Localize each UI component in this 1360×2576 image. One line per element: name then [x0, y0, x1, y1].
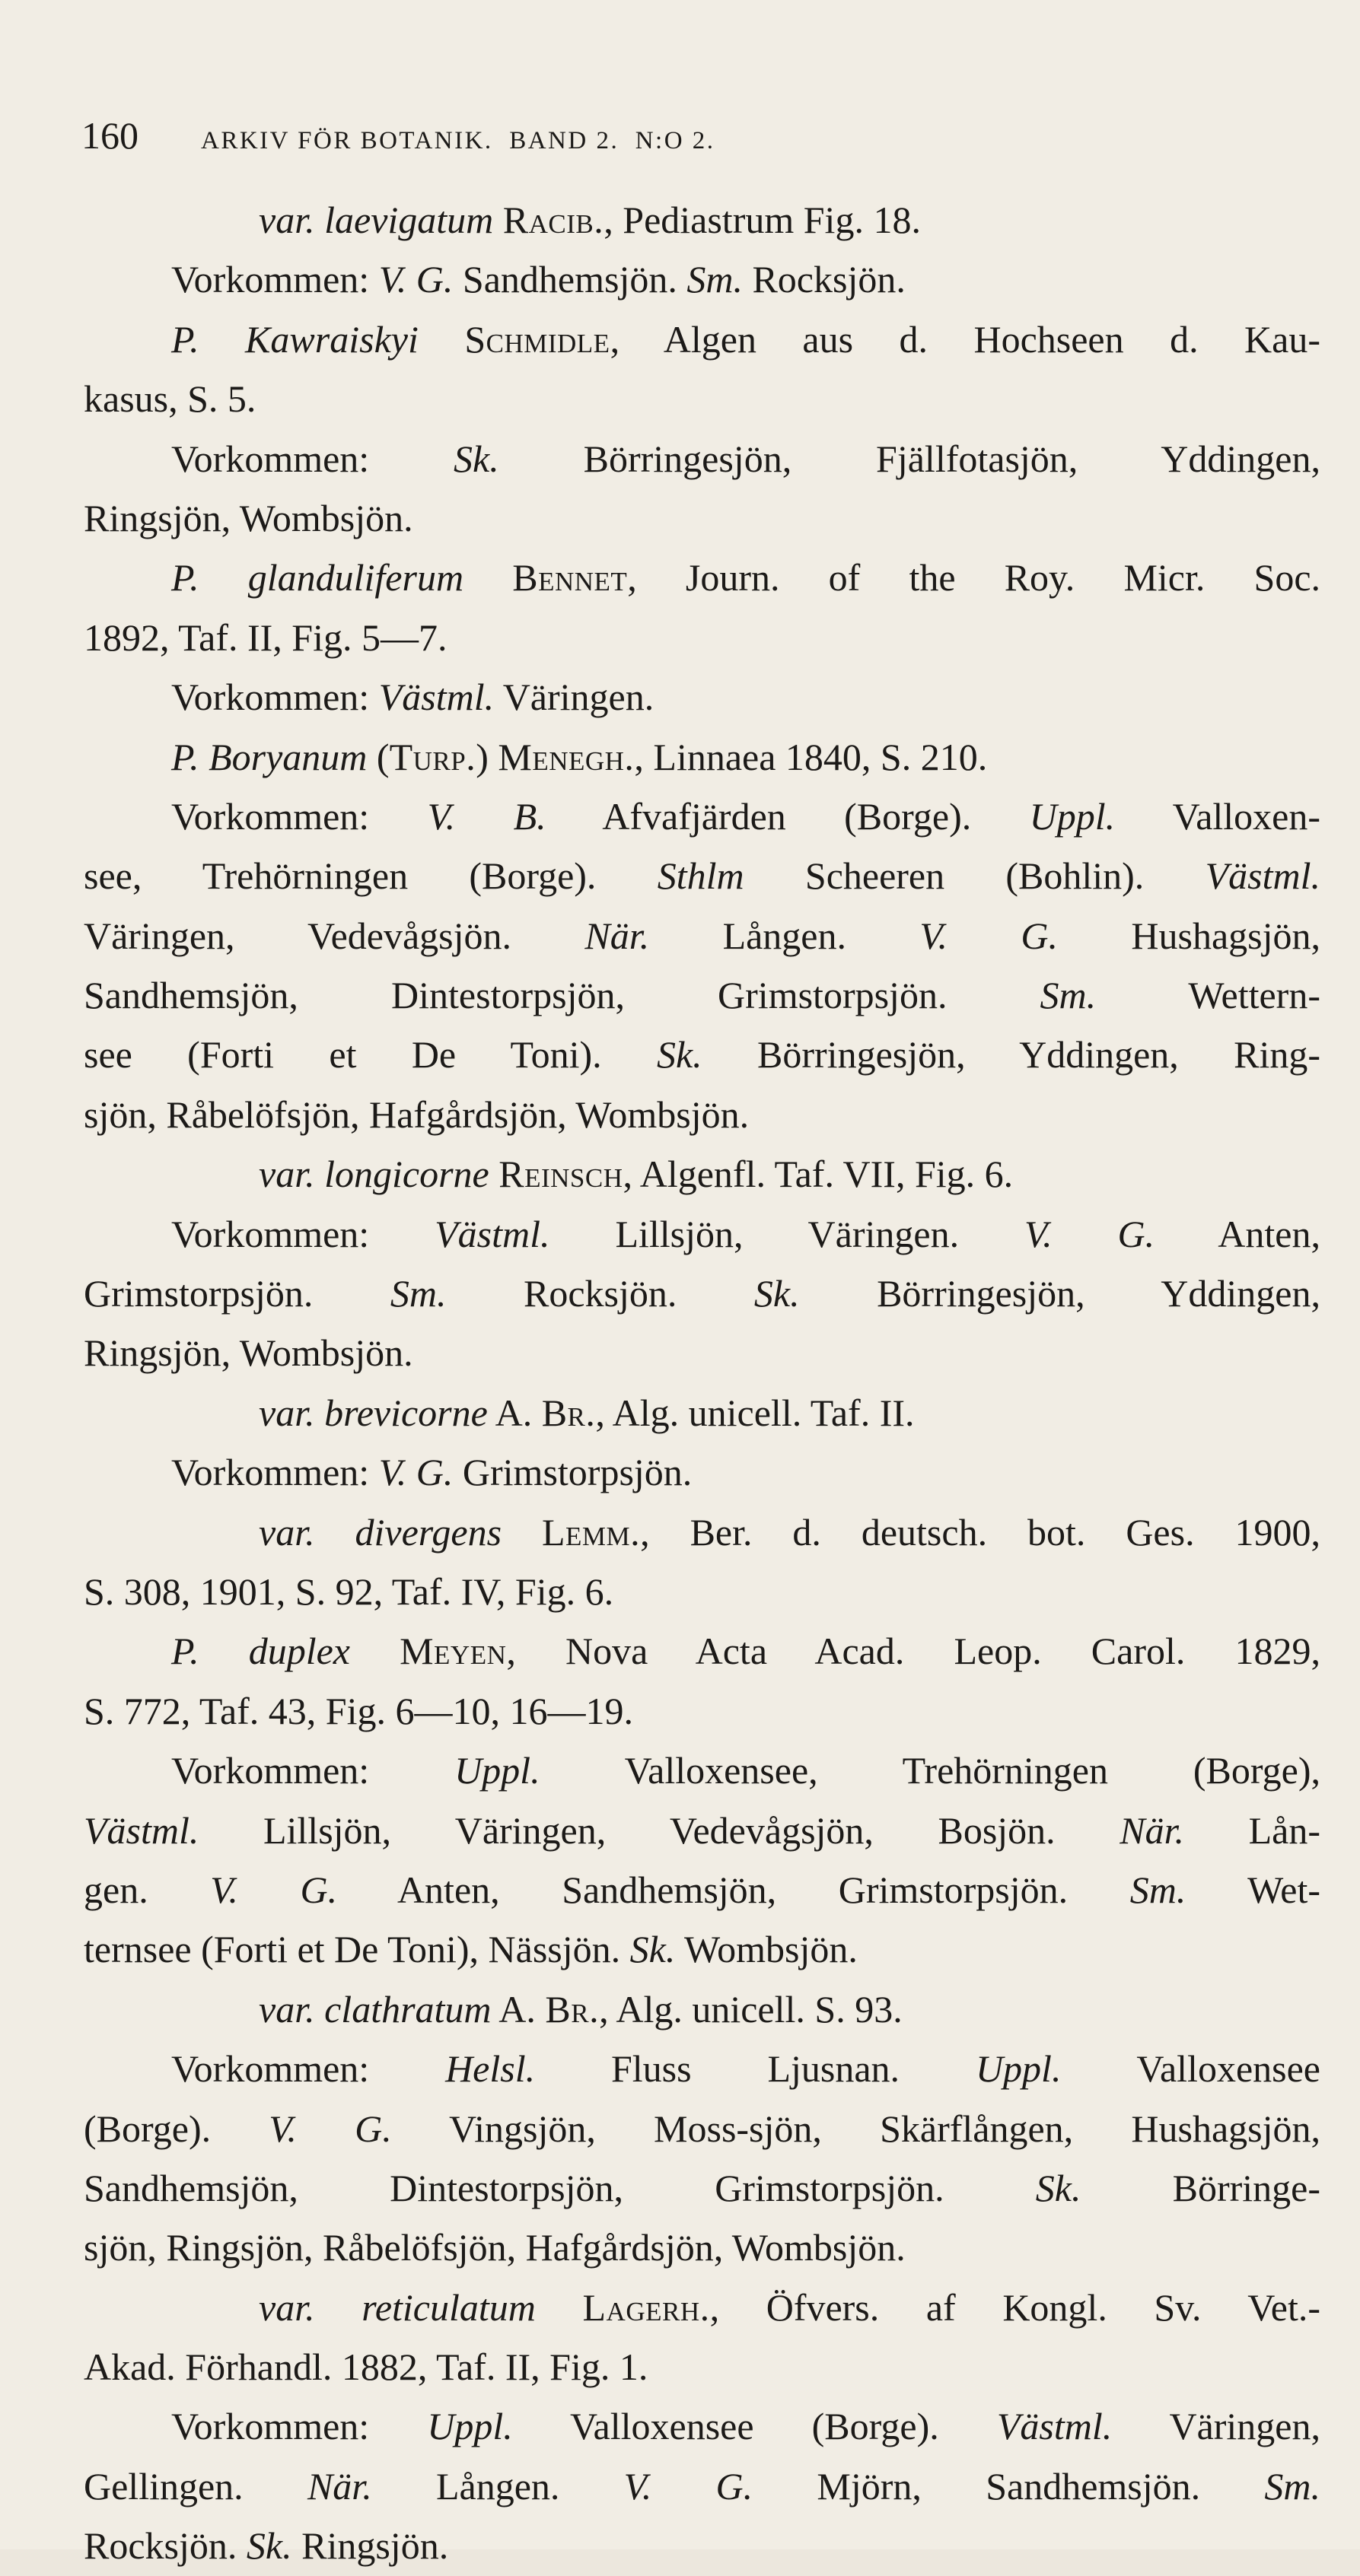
text-span: Lången. [649, 914, 920, 957]
italic-text: V. G. [378, 1451, 454, 1494]
italic-text: var. brevicorne [259, 1391, 488, 1434]
text-span: S. 308, 1901, S. 92, Taf. IV, Fig. 6. [84, 1569, 614, 1613]
text-span: Börringesjön, Yddingen, [799, 1272, 1320, 1315]
italic-text: Västml. [1205, 854, 1320, 898]
text-span: Väringen, [1112, 2405, 1320, 2448]
text-span: Scheeren (Bohlin). [744, 854, 1206, 898]
text-span: ) [476, 735, 498, 778]
text-line [84, 369, 1320, 428]
italic-text: var. longicorne [259, 1153, 489, 1196]
italic-text: När. [584, 914, 650, 957]
italic-text: V. G. [623, 2464, 753, 2508]
text-span: Ringsjön, Wombsjön. [84, 496, 413, 539]
text-line [84, 2039, 1320, 2098]
italic-text: Sk. [246, 2524, 292, 2568]
text-span: Lången. [371, 2464, 624, 2508]
italic-text: Västml. [378, 676, 495, 719]
author-name: Schmidle [464, 317, 610, 361]
text-span: Vorkommen: [171, 794, 428, 838]
text-span: Vorkommen: [171, 437, 454, 480]
text-line [84, 1085, 1320, 1144]
text-span: Sandhemsjön. [453, 258, 687, 301]
text-line [84, 965, 1320, 1025]
italic-text: Västml. [435, 1212, 550, 1255]
text-span: Lillsjön, Väringen. [549, 1212, 1024, 1255]
text-span: sjön, Ringsjön, Råbelöfsjön, Hafgårdsjön, Wombsjön. [84, 2226, 906, 2269]
text-span: ternsee (Forti et De Toni), Nässjön. [84, 1928, 630, 1971]
text-span [493, 199, 503, 241]
author-name: Br. [541, 1391, 596, 1434]
text-span [463, 556, 512, 599]
author-name: Reinsch [498, 1153, 623, 1196]
text-span: Fluss Ljusnan. [535, 2047, 976, 2091]
page-number: 160 [81, 114, 139, 157]
italic-text: Helsl. [445, 2047, 536, 2091]
text-line [84, 2099, 1320, 2158]
italic-text: Sk. [753, 1272, 800, 1315]
text-span: Valloxensee (Borge). [512, 2405, 997, 2448]
text-span: Vorkommen: [171, 258, 379, 301]
text-line [84, 2218, 1320, 2277]
text-span: , Nova Acta Acad. Leop. Carol. 1829, [506, 1630, 1320, 1673]
text-span: Grimstorpsjön. [453, 1451, 693, 1494]
text-span: Vorkommen: [171, 1749, 455, 1792]
text-span: Mjörn, Sandhemsjön. [753, 2464, 1265, 2508]
italic-text: Sm. [1129, 1868, 1186, 1911]
running-title [201, 127, 715, 154]
text-span [350, 1630, 400, 1672]
text-span: , Algenfl. Taf. VII, Fig. 6. [623, 1153, 1014, 1196]
text-span: Börringesjön, Yddingen, Ring- [702, 1033, 1321, 1077]
text-span [419, 318, 464, 361]
author-name: Lagerh. [582, 2285, 710, 2329]
italic-text: P. Boryanum [171, 735, 368, 778]
text-span: Börringe- [1081, 2166, 1320, 2209]
text-span: Wet- [1186, 1868, 1320, 1911]
text-line [84, 1562, 1320, 1621]
text-span: see, Trehörningen (Borge). [84, 854, 658, 898]
text-line [84, 2457, 1320, 2516]
text-line [84, 2158, 1320, 2218]
text-span: Valloxensee [1061, 2047, 1320, 2091]
italic-text: Uppl. [454, 1749, 540, 1792]
text-span: , Pediastrum Fig. 18. [604, 199, 921, 241]
text-line [84, 1503, 1320, 1562]
text-line [84, 488, 1320, 548]
text-line [84, 1204, 1320, 1264]
text-line [84, 2516, 1320, 2575]
text-span: Ringsjön. [291, 2524, 449, 2568]
text-line [84, 548, 1320, 607]
text-span: Lån- [1184, 1808, 1320, 1852]
italic-text: Uppl. [975, 2047, 1062, 2091]
text-line [84, 1025, 1320, 1084]
italic-text: Västml. [84, 1808, 199, 1852]
text-span: Valloxensee, Trehörningen (Borge), [540, 1749, 1320, 1792]
italic-text: Västml. [996, 2405, 1113, 2448]
italic-text: Sm. [686, 258, 743, 301]
text-line [84, 190, 1320, 250]
text-span: Valloxen- [1115, 794, 1321, 838]
text-span: S. 772, Taf. 43, Fig. 6—10, 16—19. [84, 1689, 633, 1732]
text-line [84, 1919, 1320, 1979]
italic-text: Sm. [390, 1272, 447, 1315]
text-span: Vorkommen: [171, 1212, 435, 1255]
text-span: Börringesjön, Fjällfotasjön, Yddingen, [498, 437, 1320, 480]
volume-label: BAND 2. [509, 127, 619, 154]
text-line [84, 846, 1320, 905]
text-line [84, 1980, 1320, 2039]
text-span: , Algen aus d. Hochseen d. Kau- [610, 317, 1320, 361]
text-span: , Ber. d. deutsch. bot. Ges. 1900, [640, 1510, 1320, 1554]
italic-text: Sk. [629, 1928, 676, 1971]
text-span: Grimstorpsjön. [84, 1272, 390, 1315]
issue-label: N:O 2. [635, 127, 715, 154]
italic-text: Sk. [1035, 2166, 1081, 2209]
text-span: Rocksjön. [446, 1272, 754, 1315]
text-span: Lillsjön, Väringen, Vedevågsjön, Bosjön. [199, 1808, 1120, 1852]
text-span: Anten, [1155, 1212, 1320, 1255]
text-span [489, 1153, 499, 1195]
text-span: gen. [84, 1868, 211, 1911]
text-line [84, 787, 1320, 846]
text-span: Akad. Förhandl. 1882, Taf. II, Fig. 1. [84, 2345, 648, 2389]
italic-text: P. glanduliferum [171, 556, 464, 599]
text-span: Sandhemsjön, Dintestorpsjön, Grimstorpsjön. [84, 2166, 1036, 2209]
italic-text: V. G. [210, 1868, 338, 1911]
italic-text: P. Kawraiskyi [171, 317, 419, 361]
italic-text: Uppl. [427, 2405, 513, 2448]
text-line [84, 667, 1320, 727]
text-line [84, 429, 1320, 488]
text-span: Vorkommen: [171, 676, 379, 719]
text-span: Vorkommen: [171, 2047, 446, 2091]
author-name: Bennet [512, 556, 628, 599]
italic-text: V. B. [427, 794, 546, 838]
author-name: Meyen [400, 1630, 507, 1673]
text-line [84, 727, 1320, 787]
text-span: Anten, Sandhemsjön, Grimstorpsjön. [337, 1868, 1130, 1911]
text-span: Vorkommen: [171, 1451, 379, 1494]
body-text [84, 190, 1320, 2576]
text-span [536, 2286, 583, 2329]
text-span [502, 1511, 542, 1554]
italic-text: var. laevigatum [259, 199, 494, 241]
author-name: Br. [545, 1987, 600, 2031]
text-span: see (Forti et De Toni). [84, 1033, 657, 1077]
text-span: Afvafjärden (Borge). [546, 794, 1030, 838]
text-span: A. [491, 1987, 546, 2031]
journal-title: ARKIV FÖR BOTANIK. [201, 127, 493, 154]
text-span: kasus, S. 5. [84, 377, 256, 421]
text-line [84, 1264, 1320, 1323]
text-span: A. [487, 1391, 542, 1434]
text-line [84, 2278, 1320, 2337]
text-span: Väringen, Vedevågsjön. [84, 914, 585, 957]
text-span: Rocksjön. [742, 258, 906, 301]
italic-text: V. G. [378, 258, 454, 301]
text-line [84, 250, 1320, 309]
italic-text: var. reticulatum [259, 2285, 536, 2329]
text-span: Väringen. [494, 676, 655, 719]
italic-text: var. divergens [259, 1510, 502, 1554]
text-line [84, 1442, 1320, 1502]
text-span: Hushagsjön, [1058, 914, 1320, 957]
text-line [84, 1323, 1320, 1382]
page-header [81, 113, 1071, 164]
italic-text: Sm. [1264, 2464, 1320, 2508]
author-name: Lemm. [541, 1510, 641, 1554]
italic-text: V. G. [919, 914, 1058, 957]
italic-text: V. G. [269, 2107, 392, 2150]
text-span: (Borge). [84, 2107, 269, 2150]
text-span: Gellingen. [84, 2464, 307, 2508]
text-span: , Linnaea 1840, S. 210. [634, 735, 988, 778]
italic-text: Uppl. [1029, 794, 1116, 838]
text-line [84, 310, 1320, 369]
text-line [84, 1621, 1320, 1681]
italic-text: Sm. [1040, 974, 1097, 1017]
text-line [84, 1801, 1320, 1860]
text-span: Vorkommen: [171, 2405, 428, 2448]
author-name: Turp. [389, 735, 476, 778]
text-span: Ringsjön, Wombsjön. [84, 1331, 413, 1375]
text-line [84, 2396, 1320, 2456]
text-span: Wettern- [1096, 974, 1320, 1017]
italic-text: P. duplex [171, 1630, 350, 1673]
text-line [84, 906, 1320, 965]
text-line [84, 1144, 1320, 1204]
text-span: , Alg. unicell. S. 93. [599, 1987, 903, 2031]
text-span: , Journ. of the Roy. Micr. Soc. [627, 556, 1321, 599]
text-span: Wombsjön. [675, 1928, 858, 1971]
text-span: , Alg. unicell. Taf. II. [595, 1391, 915, 1434]
author-name: Menegh. [498, 735, 635, 778]
italic-text: Sk. [454, 437, 499, 480]
author-name: Racib. [502, 199, 604, 241]
text-span: 1892, Taf. II, Fig. 5—7. [84, 615, 447, 659]
text-span: sjön, Råbelöfsjön, Hafgårdsjön, Wombsjön. [84, 1092, 750, 1136]
text-line [84, 1681, 1320, 1741]
text-span: , Öfvers. af Kongl. Sv. Vet.- [709, 2285, 1320, 2329]
text-span: Rocksjön. [84, 2524, 247, 2568]
text-span: Sandhemsjön, Dintestorpsjön, Grimstorpsjön. [84, 974, 1040, 1017]
text-line [84, 2337, 1320, 2396]
italic-text: När. [1120, 1808, 1185, 1852]
text-span: ( [367, 735, 390, 778]
italic-text: När. [307, 2464, 372, 2508]
text-line [84, 608, 1320, 667]
text-line [84, 1741, 1320, 1800]
italic-text: var. clathratum [259, 1987, 492, 2031]
text-line [84, 1383, 1320, 1442]
italic-text: Sk. [656, 1033, 702, 1077]
text-span: Vingsjön, Moss-sjön, Skärflången, Hushagsjön, [391, 2107, 1320, 2150]
italic-text: Sthlm [657, 854, 744, 898]
italic-text: V. G. [1024, 1212, 1155, 1255]
text-line [84, 1860, 1320, 1919]
